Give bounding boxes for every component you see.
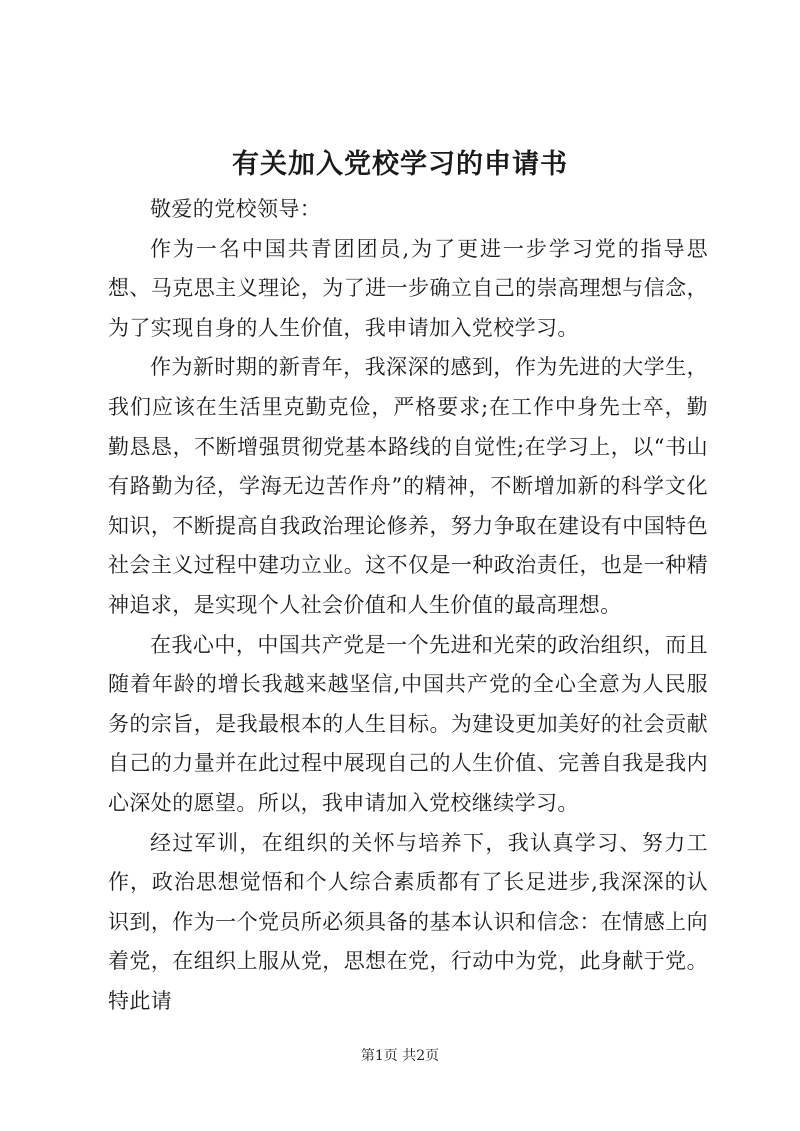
- page-number-footer: 第1页 共2页: [360, 1048, 440, 1064]
- document-title: 有关加入党校学习的申请书: [232, 149, 568, 180]
- paragraph-new-youth: 作为新时期的新青年，我深深的感到，作为先进的大学生，我们应该在生活里克勤克俭，严格要求;在工作中身先士卒，勤勤恳恳，不断增强贯彻党基本路线的自觉性;在学习上，以“书山有路勤为径，学海无边苦作舟”的精神，不断增加新的科学文化知识，不断提高自我政治理论修养，努力争取在建设有中国特色社会主义过程中建功立业。这不仅是一种政治责任，也是一种精神追求，是实现个人社会价值和人生价值的最高理想。: [108, 355, 708, 617]
- salutation: 敬爱的党校领导：: [150, 197, 322, 221]
- paragraph-party-belief: 在我心中，中国共产党是一个先进和光荣的政治组织，而且随着年龄的增长我越来越坚信,中国共产党的全心全意为人民服务的宗旨，是我最根本的人生目标。为建设更加美好的社会贡献自己的力量并在此过程中展现自己的人生价值、完善自我是我内心深处的愿望。所以，我申请加入党校继续学习。: [108, 632, 708, 815]
- paragraph-intro: 作为一名中国共青团团员,为了更进一步学习党的指导思想、马克思主义理论，为了进一步确立自己的崇高理想与信念，为了实现自身的人生价值，我申请加入党校学习。: [108, 236, 708, 340]
- paragraph-military-training: 经过军训，在组织的关怀与培养下，我认真学习、努力工作，政治思想觉悟和个人综合素质都有了长足进步,我深深的认识到，作为一个党员所必须具备的基本认识和信念：在情感上向着党，在组织上服从党，思想在党，行动中为党，此身献于党。特此请: [108, 830, 708, 1013]
- document-body: [108, 190, 708, 1021]
